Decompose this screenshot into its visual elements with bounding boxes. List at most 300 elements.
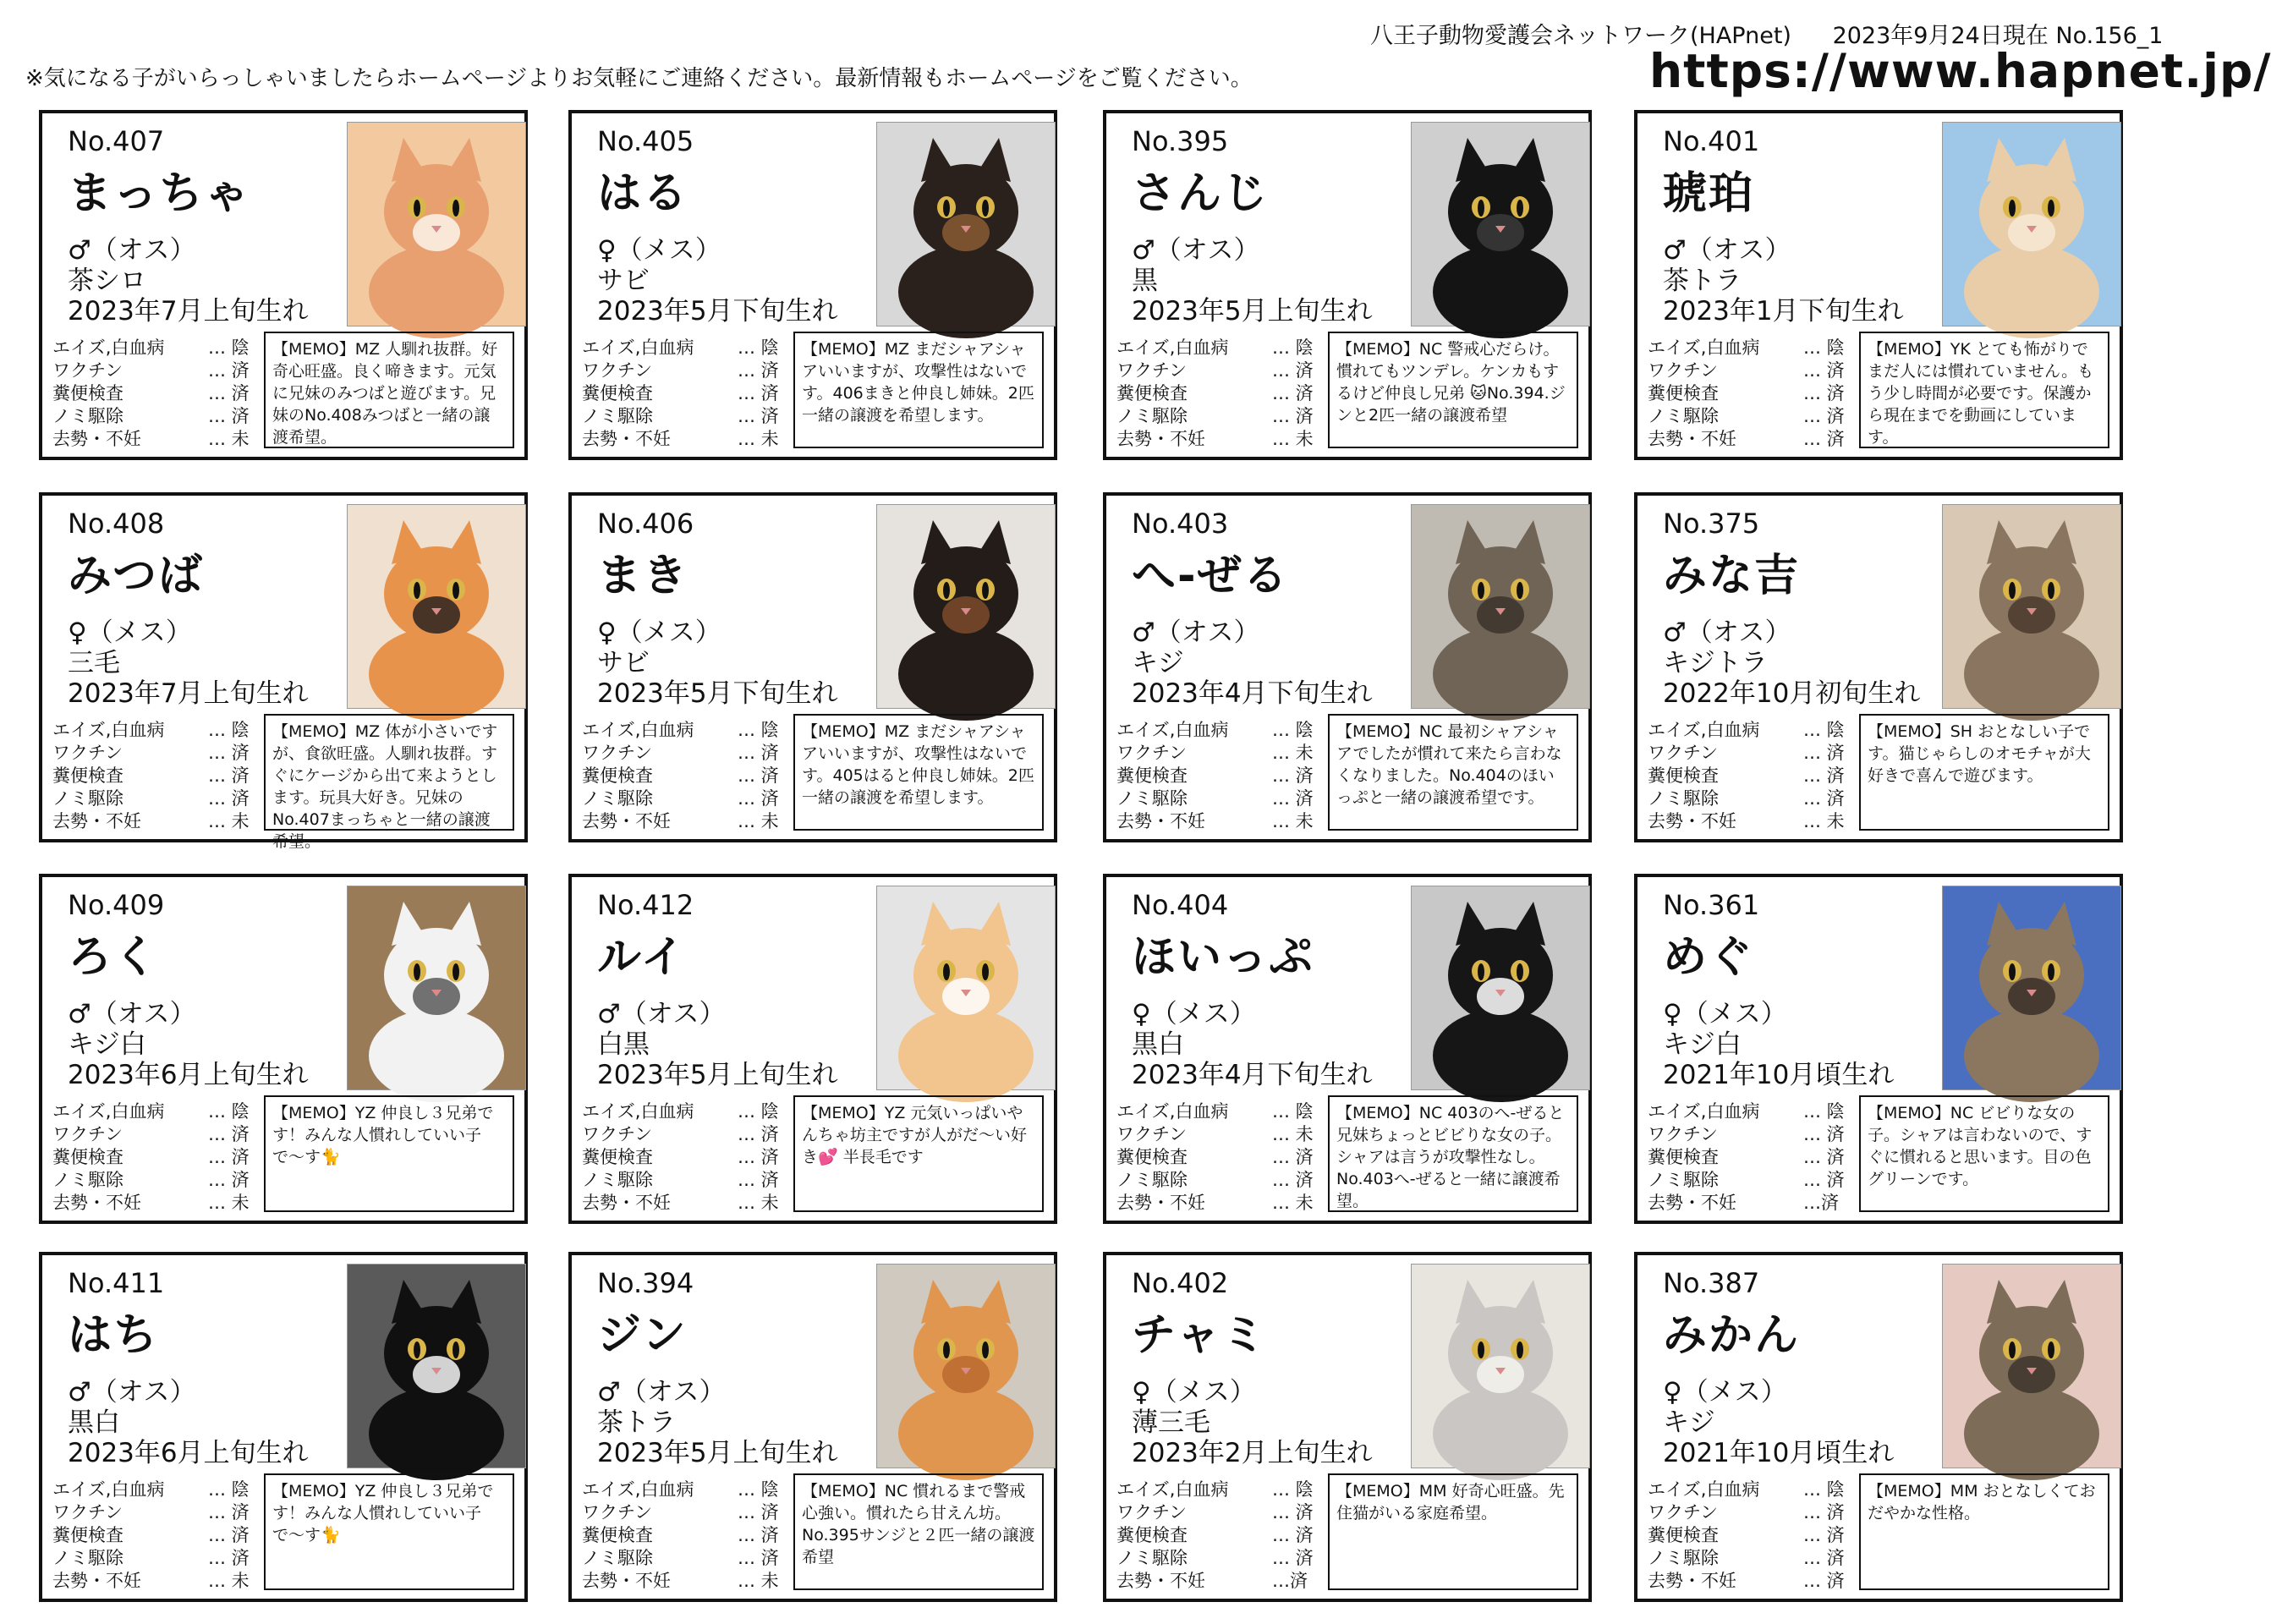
health-check-status: … 済 — [1803, 383, 1845, 403]
cat-number: No.411 — [68, 1267, 165, 1299]
health-check-label: 去勢・不妊 — [1116, 1571, 1205, 1591]
health-check-row — [1116, 1479, 1328, 1501]
cat-coat-color: 黒白 — [1132, 1029, 1184, 1060]
health-check-status: … 陰 — [1272, 1479, 1314, 1500]
health-check-label: エイズ,白血病 — [582, 337, 694, 358]
memo-box: 【MEMO】YZ 仲良し３兄弟です！みんな人慣れしていい子で〜す🐈 — [264, 1095, 514, 1212]
cat-number: No.402 — [1132, 1267, 1229, 1299]
cat-photo[interactable] — [1942, 122, 2121, 326]
health-check-label: ワクチン — [52, 1124, 123, 1144]
health-check-label: 糞便検査 — [1648, 383, 1719, 403]
cat-sex: ♀（メス） — [1663, 1377, 1787, 1407]
health-check-label: エイズ,白血病 — [52, 1101, 165, 1122]
health-check-label: ワクチン — [1648, 743, 1718, 763]
cat-number: No.394 — [597, 1267, 694, 1299]
cat-number: No.401 — [1663, 125, 1760, 157]
health-checks — [582, 719, 793, 833]
cat-sex: ♂（オス） — [68, 235, 196, 266]
memo-box: 【MEMO】MM おとなしくておだやかな性格。 — [1859, 1473, 2109, 1590]
health-check-row — [1648, 742, 1859, 765]
cat-name: さんじ — [1132, 168, 1270, 219]
health-check-status: … 未 — [1272, 1193, 1314, 1213]
memo-box: 【MEMO】MZ 人馴れ抜群。好奇心旺盛。良く啼きます。元気に兄妹のみつばと遊びます。兄妹のNo.408みつばと一緒の譲渡希望。 — [264, 332, 514, 448]
health-check-status: … 済 — [1803, 1525, 1845, 1545]
health-check-status: … 済 — [208, 765, 250, 786]
cat-birth: 2023年4月下旬生れ — [1132, 1060, 1373, 1090]
health-check-row — [582, 742, 793, 765]
health-check-row — [1116, 337, 1328, 359]
cat-photo-illustration — [348, 123, 525, 326]
health-check-row — [52, 787, 264, 810]
cat-photo[interactable] — [876, 504, 1056, 709]
cat-coat-color: 黒白 — [68, 1407, 120, 1438]
health-check-status: … 済 — [738, 765, 779, 786]
cat-photo[interactable] — [1411, 504, 1590, 709]
cat-birth: 2023年7月上旬生れ — [68, 678, 309, 709]
health-check-label: ワクチン — [582, 360, 652, 381]
health-check-status: … 未 — [208, 1193, 250, 1213]
health-check-label: 糞便検査 — [52, 383, 123, 403]
cat-photo-illustration — [348, 886, 525, 1089]
health-check-label: 糞便検査 — [1648, 1147, 1719, 1167]
cat-coat-color: キジトラ — [1663, 648, 1768, 678]
health-check-label: ノミ駆除 — [1648, 1548, 1719, 1568]
cat-name: はち — [68, 1310, 160, 1361]
cat-sex: ♀（メス） — [597, 617, 721, 648]
cat-coat-color: 白黒 — [597, 1029, 650, 1060]
health-check-status: … 陰 — [1272, 720, 1314, 740]
cat-birth: 2023年5月上旬生れ — [597, 1060, 838, 1090]
cat-birth: 2023年5月上旬生れ — [597, 1438, 838, 1468]
cat-card[interactable] — [568, 110, 1057, 460]
cat-photo-illustration — [1943, 123, 2120, 326]
health-checks — [582, 1100, 793, 1215]
health-check-label: 糞便検査 — [1116, 1147, 1188, 1167]
health-check-label: 糞便検査 — [1116, 765, 1188, 786]
health-check-label: ワクチン — [582, 1502, 652, 1522]
cat-card[interactable] — [39, 492, 528, 851]
cat-card[interactable] — [1103, 874, 1592, 1224]
health-check-label: ノミ駆除 — [1116, 406, 1188, 426]
cat-sex: ♀（メス） — [1663, 999, 1787, 1029]
health-check-label: 糞便検査 — [52, 1147, 123, 1167]
cat-number: No.404 — [1132, 889, 1229, 921]
health-check-status: … 済 — [208, 1170, 250, 1190]
health-checks — [52, 1100, 264, 1215]
health-check-row — [582, 337, 793, 359]
health-check-row — [1116, 1123, 1328, 1146]
health-check-label: 去勢・不妊 — [1116, 1193, 1205, 1213]
health-check-label: ワクチン — [1648, 1502, 1718, 1522]
health-check-row — [1116, 719, 1328, 742]
health-check-label: ワクチン — [582, 743, 652, 763]
health-check-row — [582, 382, 793, 405]
health-check-status: … 未 — [1272, 429, 1314, 449]
health-check-status: … 陰 — [208, 337, 250, 358]
cat-photo-illustration — [877, 886, 1055, 1089]
cat-sex: ♂（オス） — [68, 999, 196, 1029]
health-check-label: ノミ駆除 — [1116, 1170, 1188, 1190]
health-check-row — [52, 1169, 264, 1192]
health-check-status: … 未 — [1272, 811, 1314, 831]
health-check-label: ワクチン — [1116, 360, 1187, 381]
cat-photo[interactable] — [347, 886, 526, 1090]
health-check-label: ノミ駆除 — [582, 406, 653, 426]
health-check-row — [582, 1146, 793, 1169]
cat-photo[interactable] — [876, 886, 1056, 1090]
health-check-status: … 陰 — [738, 1479, 779, 1500]
health-check-label: エイズ,白血病 — [52, 720, 165, 740]
cat-photo[interactable] — [1942, 1264, 2121, 1468]
cat-photo[interactable] — [347, 1264, 526, 1468]
memo-box: 【MEMO】NC 403のへ-ぜると兄妹ちょっとビビりな女の子。シャアは言うが攻撃性なし。No.403へ-ぜると一緒に譲渡希望。 — [1328, 1095, 1578, 1212]
health-check-row — [1116, 1100, 1328, 1123]
health-check-row — [1648, 1123, 1859, 1146]
cat-name: 琥珀 — [1663, 168, 1755, 219]
health-check-label: エイズ,白血病 — [1116, 337, 1229, 358]
cat-coat-color: 茶トラ — [597, 1407, 676, 1438]
health-check-row — [1648, 1501, 1859, 1524]
health-check-label: ワクチン — [52, 360, 123, 381]
health-check-status: … 済 — [738, 1525, 779, 1545]
cat-coat-color: 三毛 — [68, 648, 120, 678]
health-check-row — [1116, 1192, 1328, 1215]
cat-name: みつば — [68, 551, 204, 601]
cat-card[interactable] — [1634, 874, 2123, 1224]
health-check-row — [582, 1123, 793, 1146]
cat-card[interactable] — [1103, 1252, 1592, 1602]
cat-coat-color: キジ白 — [1663, 1029, 1742, 1060]
health-checks — [1116, 337, 1328, 451]
health-check-row — [582, 1100, 793, 1123]
health-check-row — [582, 719, 793, 742]
health-check-row — [1116, 1524, 1328, 1547]
health-check-label: 糞便検査 — [52, 765, 123, 786]
cat-card[interactable] — [1634, 1252, 2123, 1602]
health-check-row — [52, 337, 264, 359]
health-check-status: … 済 — [1272, 1147, 1314, 1167]
health-check-row — [52, 1570, 264, 1593]
health-check-row — [52, 742, 264, 765]
health-check-label: エイズ,白血病 — [52, 1479, 165, 1500]
health-check-row — [582, 1501, 793, 1524]
health-check-row — [1116, 810, 1328, 833]
health-check-label: エイズ,白血病 — [1648, 337, 1760, 358]
cat-photo[interactable] — [1411, 1264, 1590, 1468]
cat-number: No.409 — [68, 889, 165, 921]
health-checks — [1648, 1100, 1859, 1215]
cat-sex: ♂（オス） — [1132, 617, 1260, 648]
cat-name: みな吉 — [1663, 551, 1801, 601]
health-check-row — [1648, 765, 1859, 787]
health-check-status: … 済 — [738, 1124, 779, 1144]
health-check-status: … 陰 — [738, 337, 779, 358]
cat-name: めぐ — [1663, 932, 1755, 983]
cat-name: まき — [597, 551, 689, 601]
health-check-status: … 済 — [208, 360, 250, 381]
cat-sex: ♂（オス） — [597, 1377, 726, 1407]
health-check-status: … 未 — [208, 429, 250, 449]
cat-photo[interactable] — [876, 1264, 1056, 1468]
cat-photo-illustration — [1412, 505, 1589, 708]
health-check-label: エイズ,白血病 — [1116, 720, 1229, 740]
health-check-status: … 済 — [1272, 1502, 1314, 1522]
health-check-label: エイズ,白血病 — [52, 337, 165, 358]
health-check-status: … 済 — [1803, 1548, 1845, 1568]
cat-photo[interactable] — [1411, 122, 1590, 326]
health-check-label: 去勢・不妊 — [582, 1193, 671, 1213]
health-checks — [1648, 719, 1859, 833]
health-check-status: … 済 — [738, 788, 779, 809]
health-check-status: … 済 — [1803, 360, 1845, 381]
health-checks — [1116, 1479, 1328, 1593]
cat-coat-color: サビ — [597, 648, 650, 678]
health-check-row — [582, 1169, 793, 1192]
memo-box: 【MEMO】MZ まだシャアシャアいいますが、攻撃性はないです。405はると仲良し姉妹。2匹一緒の譲渡を希望します。 — [793, 714, 1044, 831]
health-check-row — [582, 810, 793, 833]
health-check-row — [1648, 1192, 1859, 1215]
health-check-label: 糞便検査 — [582, 765, 653, 786]
health-check-status: … 未 — [1803, 811, 1845, 831]
health-check-label: 糞便検査 — [582, 383, 653, 403]
health-check-label: エイズ,白血病 — [1116, 1479, 1229, 1500]
health-check-label: ワクチン — [582, 1124, 652, 1144]
cat-card[interactable] — [39, 874, 528, 1224]
health-check-row — [1648, 1479, 1859, 1501]
health-checks — [1116, 719, 1328, 833]
cat-birth: 2023年6月上旬生れ — [68, 1060, 309, 1090]
cat-sex: ♀（メス） — [597, 235, 721, 266]
cat-number: No.375 — [1663, 508, 1760, 540]
health-check-label: ノミ駆除 — [52, 1548, 123, 1568]
cat-birth: 2021年10月頃生れ — [1663, 1060, 1895, 1090]
cat-card[interactable] — [568, 492, 1057, 842]
cat-photo-illustration — [348, 505, 525, 708]
health-check-row — [1648, 359, 1859, 382]
cat-sex: ♂（オス） — [68, 1377, 196, 1407]
cat-birth: 2023年5月上旬生れ — [1132, 296, 1373, 326]
health-check-status: … 済 — [1272, 1170, 1314, 1190]
cat-sex: ♂（オス） — [1663, 617, 1791, 648]
cat-birth: 2023年2月上旬生れ — [1132, 1438, 1373, 1468]
cat-card[interactable] — [1103, 110, 1592, 460]
health-check-row — [582, 765, 793, 787]
health-check-label: ワクチン — [1116, 743, 1187, 763]
cat-photo[interactable] — [347, 504, 526, 709]
cat-coat-color: 黒 — [1132, 266, 1158, 296]
health-check-row — [1648, 1570, 1859, 1593]
health-check-row — [1116, 1146, 1328, 1169]
health-check-label: 去勢・不妊 — [1116, 811, 1205, 831]
health-check-label: 去勢・不妊 — [52, 811, 141, 831]
memo-box: 【MEMO】NC 最初シャアシャアでしたが慣れて来たら言わなくなりました。No.404のほいっぷと一緒の譲渡希望です。 — [1328, 714, 1578, 831]
health-check-label: 糞便検査 — [582, 1147, 653, 1167]
health-check-row — [1648, 382, 1859, 405]
health-check-status: … 済 — [1272, 383, 1314, 403]
cat-number: No.407 — [68, 125, 165, 157]
health-check-row — [52, 1192, 264, 1215]
health-check-status: … 済 — [208, 788, 250, 809]
health-check-row — [582, 1547, 793, 1570]
health-check-row — [52, 405, 264, 428]
health-check-status: … 済 — [208, 1548, 250, 1568]
health-check-label: ノミ駆除 — [1116, 1548, 1188, 1568]
health-check-label: ノミ駆除 — [1648, 406, 1719, 426]
cat-number: No.412 — [597, 889, 694, 921]
cat-name: ルイ — [597, 932, 687, 983]
cat-number: No.405 — [597, 125, 694, 157]
health-check-label: ワクチン — [1116, 1502, 1187, 1522]
health-check-row — [582, 1479, 793, 1501]
health-check-label: 糞便検査 — [582, 1525, 653, 1545]
health-check-row — [52, 1100, 264, 1123]
cat-card[interactable] — [568, 874, 1057, 1224]
cat-photo-illustration — [1943, 505, 2120, 708]
memo-box: 【MEMO】NC ビビりな女の子。シャアは言わないので、すぐに慣れると思います。目の色グリーンです。 — [1859, 1095, 2109, 1212]
health-check-label: ノミ駆除 — [1648, 1170, 1719, 1190]
health-check-row — [52, 1146, 264, 1169]
health-checks — [52, 337, 264, 451]
health-check-row — [582, 359, 793, 382]
health-check-label: ノミ駆除 — [52, 406, 123, 426]
health-check-row — [52, 765, 264, 787]
cat-card[interactable] — [39, 1252, 528, 1602]
health-check-row — [1116, 359, 1328, 382]
cat-photo[interactable] — [347, 122, 526, 326]
cat-birth: 2023年4月下旬生れ — [1132, 678, 1373, 709]
health-check-status: … 済 — [1803, 1147, 1845, 1167]
memo-box: 【MEMO】YK とても怖がりでまだ人には慣れていません。もう少し時間が必要です。保護から現在までを動画にしています。 — [1859, 332, 2109, 448]
health-check-row — [52, 1501, 264, 1524]
health-check-row — [52, 1524, 264, 1547]
cat-photo[interactable] — [1942, 886, 2121, 1090]
health-check-status: … 済 — [208, 1124, 250, 1144]
health-check-status: … 済 — [738, 1502, 779, 1522]
health-check-status: … 済 — [1272, 1548, 1314, 1568]
cat-number: No.395 — [1132, 125, 1229, 157]
health-check-row — [582, 405, 793, 428]
health-check-status: … 済 — [1803, 429, 1845, 449]
health-check-label: 去勢・不妊 — [1116, 429, 1205, 449]
health-check-status: … 陰 — [208, 1101, 250, 1122]
health-check-row — [1648, 1100, 1859, 1123]
cat-number: No.403 — [1132, 508, 1229, 540]
health-check-status: … 済 — [738, 1147, 779, 1167]
health-checks — [52, 719, 264, 833]
health-check-label: ノミ駆除 — [1116, 788, 1188, 809]
health-check-row — [52, 1547, 264, 1570]
cat-name: ジン — [597, 1310, 688, 1361]
cat-photo-illustration — [348, 1265, 525, 1468]
health-check-label: 糞便検査 — [52, 1525, 123, 1545]
health-check-row — [52, 359, 264, 382]
homepage-url[interactable]: https://www.hapnet.jp/ — [1649, 44, 2271, 98]
cat-name: ほいっぷ — [1132, 932, 1315, 983]
health-check-label: ワクチン — [1648, 360, 1718, 381]
cat-name: チャミ — [1132, 1310, 1268, 1361]
health-check-row — [52, 428, 264, 451]
health-check-status: … 済 — [1803, 743, 1845, 763]
health-check-label: 去勢・不妊 — [1648, 429, 1736, 449]
health-check-label: 糞便検査 — [1648, 765, 1719, 786]
cat-card[interactable] — [39, 110, 528, 460]
cat-birth: 2023年5月下旬生れ — [597, 678, 838, 709]
health-check-label: 糞便検査 — [1116, 1525, 1188, 1545]
health-check-row — [1648, 428, 1859, 451]
cat-coat-color: キジ — [1132, 648, 1184, 678]
cat-card[interactable] — [1634, 110, 2123, 460]
health-check-status: … 済 — [1272, 765, 1314, 786]
health-check-status: … 未 — [1272, 1124, 1314, 1144]
health-check-row — [582, 1192, 793, 1215]
health-check-status: … 陰 — [208, 720, 250, 740]
health-check-status: … 陰 — [738, 720, 779, 740]
health-check-row — [582, 1524, 793, 1547]
health-check-label: ノミ駆除 — [52, 1170, 123, 1190]
cat-number: No.408 — [68, 508, 165, 540]
health-check-label: 去勢・不妊 — [1648, 811, 1736, 831]
cat-name: はる — [597, 168, 689, 219]
health-check-label: ワクチン — [52, 1502, 123, 1522]
health-check-status: … 済 — [208, 406, 250, 426]
health-check-row — [1116, 787, 1328, 810]
health-check-row — [1116, 1547, 1328, 1570]
health-check-label: エイズ,白血病 — [1648, 1479, 1760, 1500]
cat-coat-color: 茶トラ — [1663, 266, 1742, 296]
cat-sex: ♀（メス） — [1132, 1377, 1256, 1407]
health-check-row — [1116, 428, 1328, 451]
health-checks — [1116, 1100, 1328, 1215]
cat-photo[interactable] — [1942, 504, 2121, 709]
health-check-status: … 陰 — [208, 1479, 250, 1500]
health-check-row — [1116, 382, 1328, 405]
health-check-label: ノミ駆除 — [52, 788, 123, 809]
cat-photo[interactable] — [1411, 886, 1590, 1090]
cat-photo-illustration — [1943, 886, 2120, 1089]
health-check-label: 去勢・不妊 — [52, 1193, 141, 1213]
health-check-row — [1116, 1501, 1328, 1524]
health-check-label: エイズ,白血病 — [582, 1101, 694, 1122]
health-check-row — [52, 382, 264, 405]
health-check-label: ワクチン — [1116, 1124, 1187, 1144]
health-check-status: … 未 — [738, 1193, 779, 1213]
notice-text: ※気になる子がいらっしゃいましたらホームページよりお気軽にご連絡ください。最新情報もホームページをご覧ください。 — [25, 66, 1253, 91]
health-check-label: ノミ駆除 — [582, 788, 653, 809]
health-check-status: … 済 — [1272, 1525, 1314, 1545]
health-check-row — [1648, 1169, 1859, 1192]
cat-card[interactable] — [1634, 492, 2123, 842]
cat-coat-color: サビ — [597, 266, 650, 296]
memo-box: 【MEMO】NC 慣れるまで警戒心強い。慣れたら甘えん坊。No.395サンジと２匹一緒の譲渡希望 — [793, 1473, 1044, 1590]
health-check-label: 去勢・不妊 — [582, 429, 671, 449]
cat-card[interactable] — [1103, 492, 1592, 842]
memo-box: 【MEMO】YZ 元気いっぱいやんちゃ坊主ですが人がだ〜い好き💕 半長毛です — [793, 1095, 1044, 1212]
health-check-status: … 済 — [1272, 406, 1314, 426]
cat-card[interactable] — [568, 1252, 1057, 1602]
cat-photo-illustration — [1412, 1265, 1589, 1468]
cat-number: No.406 — [597, 508, 694, 540]
health-check-status: … 済 — [738, 1548, 779, 1568]
health-check-row — [52, 719, 264, 742]
cat-coat-color: 茶シロ — [68, 266, 146, 296]
health-check-row — [1116, 405, 1328, 428]
health-check-label: 去勢・不妊 — [582, 811, 671, 831]
memo-box: 【MEMO】YZ 仲良し３兄弟です！みんな人慣れしていい子で〜す🐈 — [264, 1473, 514, 1590]
cat-photo[interactable] — [876, 122, 1056, 326]
health-check-label: エイズ,白血病 — [1648, 1101, 1760, 1122]
health-check-label: エイズ,白血病 — [1648, 720, 1760, 740]
health-check-label: 去勢・不妊 — [52, 1571, 141, 1591]
